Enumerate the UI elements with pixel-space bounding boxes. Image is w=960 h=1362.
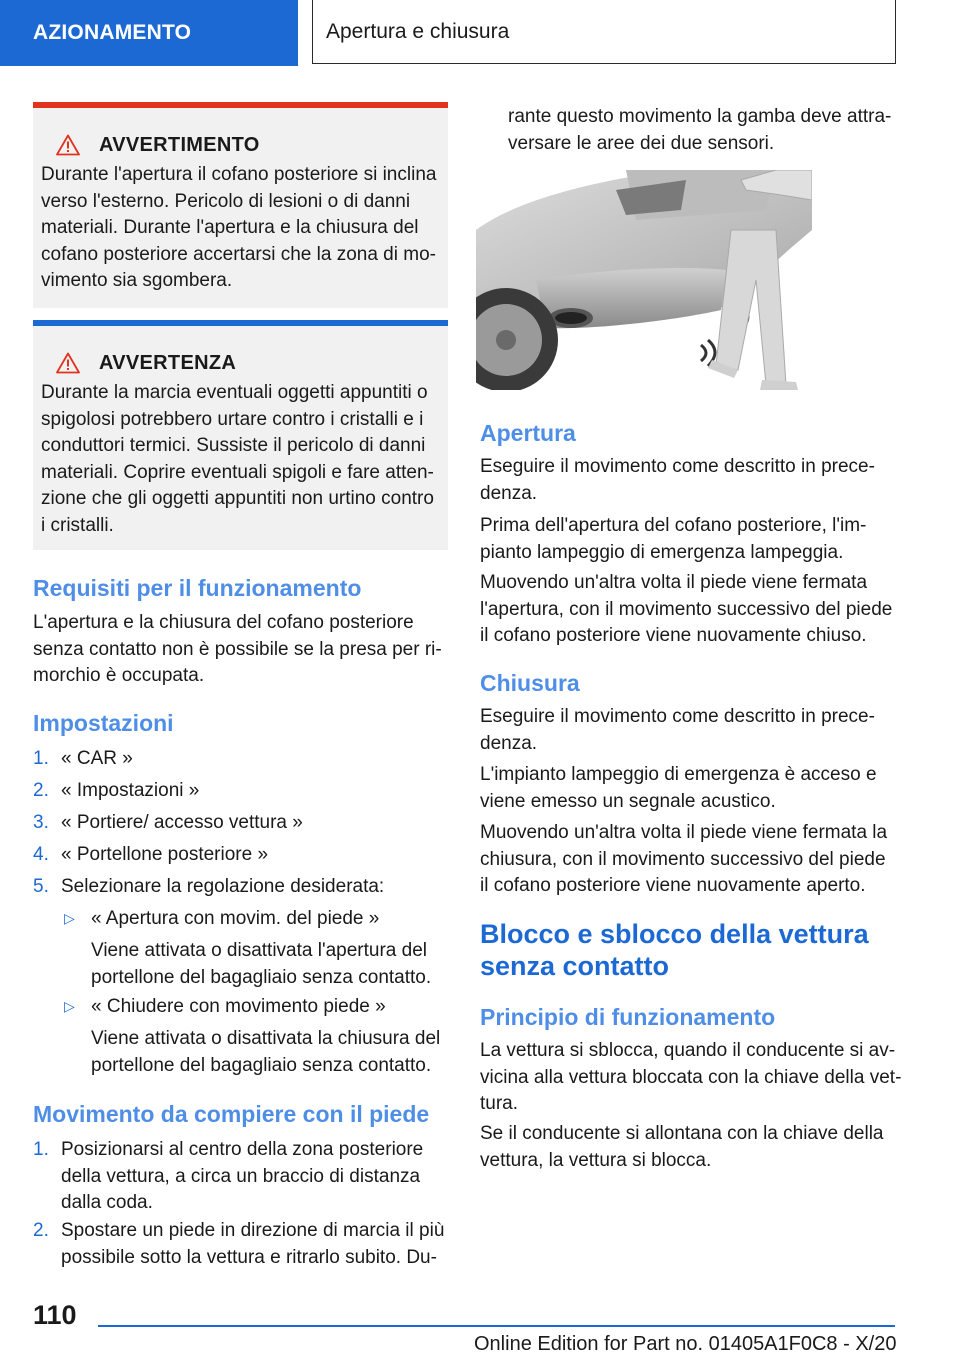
sub-list-desc: Viene attivata o disattivata la chiusura del portellone del bagagliaio senza contatto. [91,1028,441,1076]
movimento-heading: Movimento da compiere con il piede [33,1101,430,1127]
page-number: 110 [33,1300,77,1330]
section-title: AZIONAMENTO [33,21,192,44]
sub-list-marker-icon: ▷ [64,998,75,1014]
edition-text: Online Edition for Part no. 01405A1F0C8 - X/20 [474,1333,897,1355]
section-tab [0,0,298,66]
caution-text: Durante la marcia eventuali oggetti appuntiti o spigolosi potrebbero urtare contro i cristalli e i conduttori termici. Sussiste il pericolo di danni materiali. Coprire eventuali spigoli e fare atten- zione che gli oggetti appuntiti non urtino contro i cristalli. [41,382,434,536]
paragraph: Se il conducente si allontana con la chiave della vettura, la vettura si blocca. [480,1123,884,1171]
sub-list-item: « Chiudere con movimento piede » [91,996,386,1017]
paragraph: Eseguire il movimento come descritto in prece- denza. [480,706,875,754]
warning-box [33,102,448,308]
apertura-heading: Apertura [480,420,576,446]
paragraph: La vettura si sblocca, quando il conducente si av- vicina alla vettura bloccata con la chiave della vet- tura. [480,1040,902,1114]
blocco-heading: Blocco e sblocco della vettura senza contatto [480,919,869,981]
warning-title-row [56,130,439,160]
chapter-title: Apertura e chiusura [326,19,510,43]
chiusura-heading: Chiusura [480,670,580,696]
paragraph: Prima dell'apertura del cofano posteriore, l'im- pianto lampeggio di emergenza lampeggia. [480,515,867,563]
paragraph: Muovendo un'altra volta il piede viene fermata l'apertura, con il movimento successivo del piede il cofano posteriore viene nuovamente chiuso. [480,572,893,646]
movimento-continued: rante questo movimento la gamba deve attra- versare le aree dei due sensori. [508,106,892,154]
footer-rule [98,1325,895,1327]
sub-list-item: « Apertura con movim. del piede » [91,908,380,929]
warning-triangle-icon [56,134,80,156]
caution-box [33,320,448,550]
caution-title: AVVERTENZA [99,351,237,374]
chapter-tab [312,0,896,64]
sub-list-marker-icon: ▷ [64,910,75,926]
impostazioni-heading: Impostazioni [33,710,174,736]
paragraph: L'impianto lampeggio di emergenza è acceso e viene emesso un segnale acustico. [480,764,877,812]
warning-text: Durante l'apertura il cofano posteriore si inclina verso l'esterno. Pericolo di lesioni o di danni materiali. Durante l'apertura e la chiusura del cofano posteriore accertarsi che la zona di mo- vimento sia sgombera. [41,164,437,291]
requisiti-text: L'apertura e la chiusura del cofano posteriore senza contatto non è possibile se la presa per ri- morchio è occupata. [33,612,442,686]
sub-list-desc: Viene attivata o disattivata l'apertura del portellone del bagagliaio senza contatto. [91,940,432,988]
car-rear-illustration [476,170,812,390]
requisiti-heading: Requisiti per il funzionamento [33,575,362,601]
caution-triangle-icon [56,352,80,374]
caution-title-row [56,348,439,378]
warning-title: AVVERTIMENTO [99,133,260,156]
principio-heading: Principio di funzionamento [480,1004,776,1030]
paragraph: Eseguire il movimento come descritto in prece- denza. [480,456,875,504]
paragraph: Muovendo un'altra volta il piede viene fermata la chiusura, con il movimento successivo del piede il cofano posteriore viene nuovamente aperto. [480,822,888,896]
foot-gesture-illustration [476,170,812,390]
